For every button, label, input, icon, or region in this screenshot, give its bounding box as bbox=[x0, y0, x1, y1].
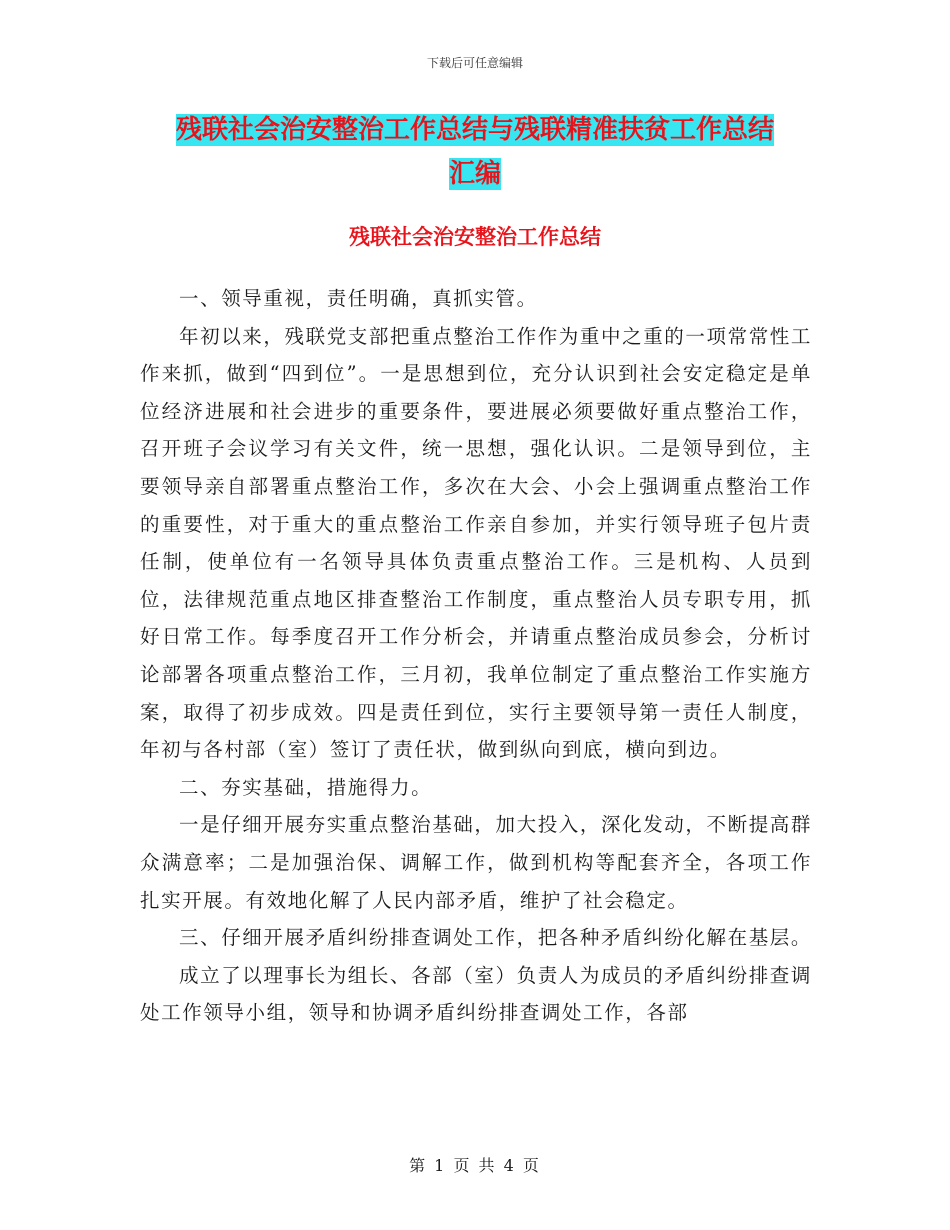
document-title-line1: 残联社会治安整治工作总结与残联精准扶贫工作总结 bbox=[175, 115, 774, 145]
paragraph-heading-2: 二、夯实基础，措施得力。 bbox=[179, 775, 433, 799]
header-note: 下载后可任意编辑 bbox=[426, 56, 523, 70]
document-title-line2: 汇编 bbox=[448, 159, 501, 189]
document-body bbox=[140, 280, 812, 1032]
paragraph: 一是仔细开展夯实重点整治基础，加大投入，深化发动，不断提高群众满意率；二是加强治保、调解工作，做到机构等配套齐全，各项工作扎实开展。有效地化解了人民内部矛盾，维护了社会稳定。 bbox=[140, 813, 813, 912]
page-footer: 第 1 页 共 4 页 bbox=[409, 1156, 541, 1175]
paragraph: 年初以来，残联党支部把重点整治工作作为重中之重的一项常常性工作来抓，做到“四到位”。一是思想到位，充分认识到社会安定稳定是单位经济进展和社会进步的重要条件，要进展必须要做好重点整治工作，召开班子会议学习有关文件，统一思想，强化认识。二是领导到位，主要领导亲自部署重点整治工作，多次在大会、小会上强调重点整治工作的重要性，对于重大的重点整治工作亲自参加，并实行领导班子包片责任制，使单位有一名领导具体负责重点整治工作。三是机构、人员到位，法律规范重点地区排查整治工作制度，重点整治人员专职专用，抓好日常工作。每季度召开工作分析会，并请重点整治成员参会，分析讨论部署各项重点整治工作，三月初，我单位制定了重点整治工作实施方案，取得了初步成效。四是责任到位，实行主要领导第一责任人制度，年初与各村部（室）签订了责任状，做到纵向到底，横向到边。 bbox=[140, 324, 813, 762]
section-title: 残联社会治安整治工作总结 bbox=[349, 225, 601, 249]
paragraph: 成立了以理事长为组长、各部（室）负责人为成员的矛盾纠纷排查调处工作领导小组，领导和协调矛盾纠纷排查调处工作，各部 bbox=[140, 963, 813, 1025]
paragraph-heading-3: 三、仔细开展矛盾纠纷排查调处工作，把各种矛盾纠纷化解在基层。 bbox=[179, 926, 813, 950]
paragraph-heading-1: 一、领导重视，责任明确，真抓实管。 bbox=[179, 287, 538, 310]
document-title bbox=[150, 108, 800, 196]
